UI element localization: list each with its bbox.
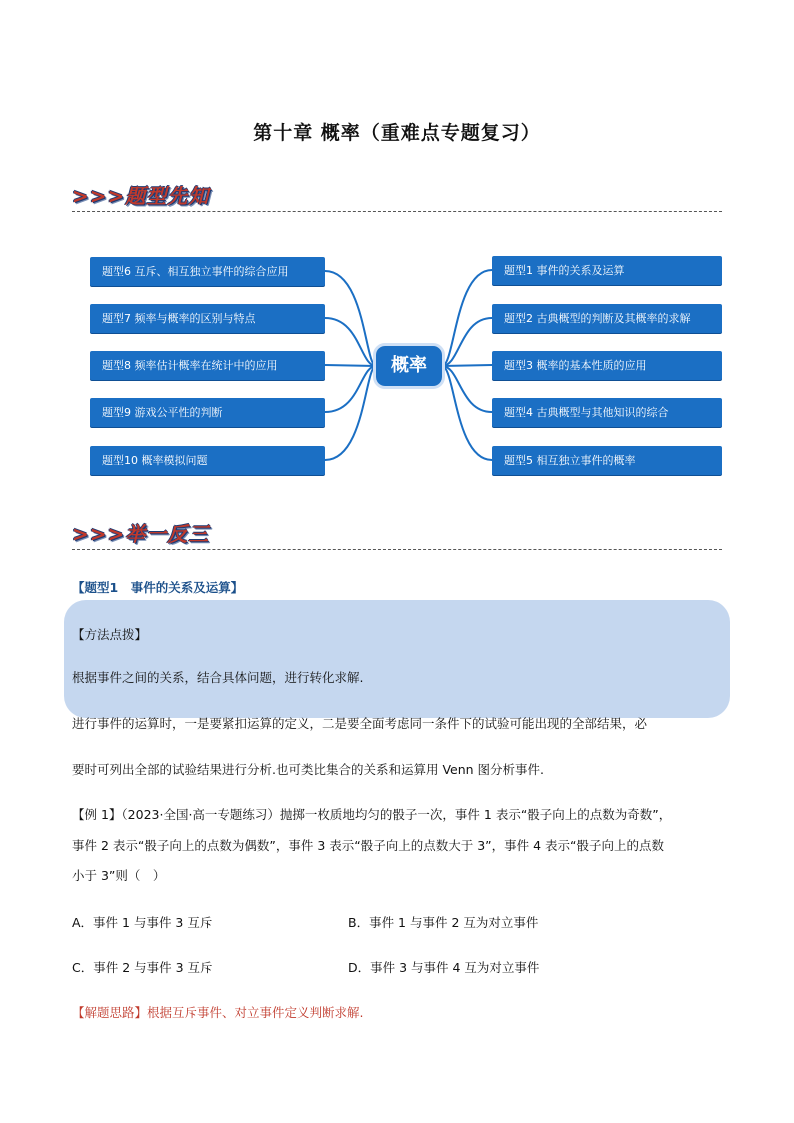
connector-right-3: [442, 365, 492, 366]
connector-left-5: [325, 366, 376, 460]
mindmap-node-type7: 题型7 频率与概率的区别与特点: [90, 304, 325, 333]
connector-left-3: [325, 365, 376, 366]
connector-left-2: [325, 318, 376, 366]
method-heading: 【方法点拨】: [72, 627, 148, 642]
solution-line: [72, 1003, 364, 1021]
mindmap-node-type3: 题型3 概率的基本性质的应用: [492, 351, 722, 380]
connector-right-4: [442, 366, 492, 412]
section-header-practice: [72, 516, 722, 550]
section-label: >>>举一反三: [72, 522, 210, 546]
question-type-heading: 【题型1 事件的关系及运算】: [72, 580, 244, 595]
connector-right-2: [442, 318, 492, 366]
method-line: 进行事件的运算时，一是要紧扣运算的定义，二是要全面考虑同一条件下的试验可能出现的全部结果，必: [72, 716, 648, 731]
option-c: C．事件 2 与事件 3 互斥: [72, 960, 213, 975]
example-text: 小于 3”则（ ）: [72, 868, 166, 883]
mindmap-node-type6: 题型6 互斥、相互独立事件的综合应用: [90, 257, 325, 286]
method-line: 根据事件之间的关系，结合具体问题，进行转化求解.: [72, 670, 364, 685]
option-a: A．事件 1 与事件 3 互斥: [72, 915, 213, 930]
mindmap-node-type4: 题型4 古典概型与其他知识的综合: [492, 398, 722, 427]
connector-left-4: [325, 366, 376, 412]
method-callout-background: [64, 600, 730, 718]
mindmap-node-type2: 题型2 古典概型的判断及其概率的求解: [492, 304, 722, 333]
connector-right-5: [442, 366, 492, 460]
solution-text: 根据互斥事件、对立事件定义判断求解.: [147, 1005, 364, 1020]
page-title: 第十章 概率（重难点专题复习）: [253, 122, 541, 144]
option-d: D．事件 3 与事件 4 互为对立事件: [348, 960, 540, 975]
option-b: B．事件 1 与事件 2 互为对立事件: [348, 915, 539, 930]
method-line: 要时可列出全部的试验结果进行分析.也可类比集合的关系和运算用 Venn 图分析事件.: [72, 762, 545, 777]
mindmap-node-type8: 题型8 频率估计概率在统计中的应用: [90, 351, 325, 380]
mindmap-node-type1: 题型1 事件的关系及运算: [492, 256, 722, 285]
mindmap-center-node: 概率: [373, 343, 445, 389]
example-text: 事件 2 表示“骰子向上的点数为偶数”，事件 3 表示“骰子向上的点数大于 3”，事件 4 表示“骰子向上的点数: [72, 838, 665, 853]
example-text: 【例 1】（2023·全国·高一专题练习）抛掷一枚质地均匀的骰子一次，事件 1 表示“骰子向上的点数为奇数”，: [72, 807, 672, 822]
mind-map: [0, 0, 794, 500]
mindmap-node-type5: 题型5 相互独立事件的概率: [492, 446, 722, 475]
mindmap-node-type10: 题型10 概率模拟问题: [90, 446, 325, 475]
section-label: >>>题型先知: [72, 184, 210, 208]
dashed-divider: [72, 549, 722, 550]
solution-label: 【解题思路】: [72, 1005, 148, 1020]
mindmap-node-type9: 题型9 游戏公平性的判断: [90, 398, 325, 427]
